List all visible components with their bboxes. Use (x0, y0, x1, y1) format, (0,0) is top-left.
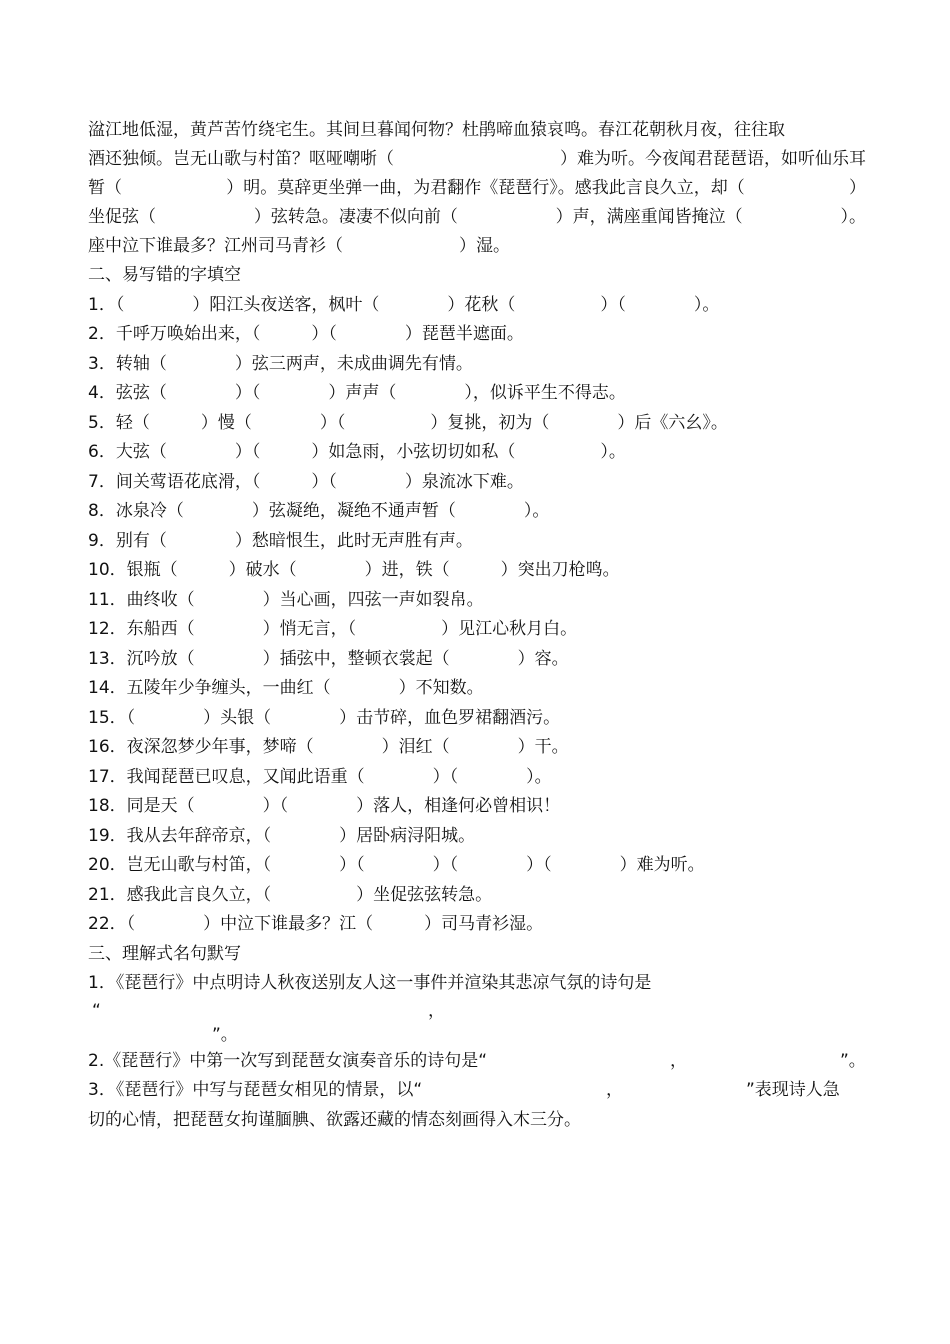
recall-question-1-answer-row (88, 999, 866, 1023)
answer-comma: ， (428, 1000, 445, 1021)
recall-question-1: 1．《琵琶行》中点明诗人秋夜送别友人这一事件并渲染其悲凉气氛的诗句是 (88, 973, 652, 993)
question-text: ”表现诗人急 (746, 1080, 840, 1100)
section-2-heading: 二、易写错的字填空 (88, 265, 241, 285)
section-3-heading: 三、理解式名句默写 (88, 943, 241, 964)
fill-item-12: 12．东船西（ ）悄无言，（ ）见江心秋月白。 (88, 619, 578, 639)
fill-item-8: 8．冰泉冷（ ）弦凝绝，凝绝不通声暂（ ）。 (88, 501, 550, 521)
fill-item-3: 3．转轴（ ）弦三两声，未成曲调先有情。 (88, 353, 473, 374)
fill-item-20: 20．岂无山歌与村笛，（ ）（ ）（ ）（ ）难为听。 (88, 855, 705, 875)
intro-text: ）弦转急。凄凄不似向前（ (253, 207, 458, 227)
intro-text: ） (849, 178, 866, 198)
fill-item-6: 6．大弦（ ）（ ）如急雨，小弦切切如私（ ）。 (88, 442, 626, 462)
fill-item-9: 9．别有（ ）愁暗恨生，此时无声胜有声。 (88, 530, 473, 551)
intro-text: 暂（ (88, 178, 122, 198)
intro-text: ）难为听。今夜闻君琵琶语，如听仙乐耳 (560, 149, 866, 169)
answer-comma: ， (606, 1080, 623, 1100)
fill-item-18: 18．同是天（ ）（ ）落人，相逢何必曾相识！ (88, 796, 561, 816)
intro-line-2 (88, 145, 866, 174)
intro-text: 酒还独倾。岂无山歌与村笛？呕哑嘲哳（ (88, 149, 394, 169)
recall-question-3-line-2: 切的心情，把琵琶女拘谨腼腆、欲露还藏的情态刻画得入木三分。 (88, 1109, 581, 1130)
intro-line-5 (88, 232, 866, 261)
intro-text: 湓江地低湿，黄芦苦竹绕宅生。其间旦暮闻何物？杜鹃啼血猿哀鸣。春江花朝秋月夜，往往取 (88, 120, 785, 140)
open-quote: “ (92, 1000, 101, 1021)
intro-line-4 (88, 203, 866, 232)
question-text: 3．《琵琶行》中写与琵琶女相见的情景，以“ (88, 1080, 423, 1100)
fill-item-21: 21．感我此言良久立，（ ）坐促弦弦转急。 (88, 884, 493, 905)
intro-text: ）声，满座重闻皆掩泣（ (555, 207, 743, 227)
intro-paragraph (88, 116, 866, 261)
fill-item-1: 1．（ ）阳江头夜送客，枫叶（ ）花秋（ ）（ ）。 (88, 294, 720, 315)
intro-text: ）明。莫辞更坐弹一曲，为君翻作《琵琶行》。感我此言良久立，却（ (226, 178, 745, 198)
worksheet-content (88, 116, 866, 1135)
intro-text: ）。 (840, 207, 866, 227)
fill-item-10: 10．银瓶（ ）破水（ ）进，铁（ ）突出刀枪鸣。 (88, 560, 620, 580)
intro-line-3 (88, 174, 866, 203)
fill-item-17: 17．我闻琵琶已叹息，又闻此语重（ ）（ ）。 (88, 766, 552, 787)
recall-question-2 (88, 1047, 866, 1077)
intro-text: 座中泣下谁最多？江州司马青衫（ (88, 236, 343, 256)
fill-item-14: 14．五陵年少争缠头，一曲红（ ）不知数。 (88, 678, 484, 698)
fill-item-5: 5．轻（ ）慢（ ）（ ）复挑，初为（ ）后《六幺》。 (88, 412, 728, 433)
fill-item-16: 16．夜深忽梦少年事，梦啼（ ）泪红（ ）干。 (88, 737, 569, 757)
fill-item-15: 15．（ ）头银（ ）击节碎，血色罗裙翻酒污。 (88, 707, 561, 728)
fill-item-19: 19．我从去年辞帝京，（ ）居卧病浔阳城。 (88, 825, 476, 846)
answer-comma: ， (670, 1050, 687, 1071)
recall-question-3 (88, 1076, 866, 1106)
intro-text: 坐促弦（ (88, 207, 156, 227)
fill-item-7: 7．间关莺语花底滑，（ ）（ ）泉流冰下难。 (88, 471, 524, 492)
close-quote: ”。 (212, 1024, 238, 1045)
fill-item-11: 11．曲终收（ ）当心画，四弦一声如裂帛。 (88, 589, 484, 610)
close-quote: ”。 (840, 1050, 866, 1071)
fill-item-4: 4．弦弦（ ）（ ）声声（ ），似诉平生不得志。 (88, 383, 626, 403)
intro-text: ）湿。 (459, 236, 510, 256)
recall-question-1-close-row (88, 1023, 866, 1047)
fill-item-2: 2．千呼万唤始出来，（ ）（ ）琵琶半遮面。 (88, 324, 524, 344)
intro-line-1 (88, 116, 866, 145)
question-text: 2.《琵琶行》中第一次写到琵琶女演奏音乐的诗句是“ (88, 1050, 488, 1071)
fill-item-22: 22．（ ）中泣下谁最多？江（ ）司马青衫湿。 (88, 914, 544, 934)
fill-item-13: 13．沉吟放（ ）插弦中，整顿衣裳起（ ）容。 (88, 648, 569, 669)
